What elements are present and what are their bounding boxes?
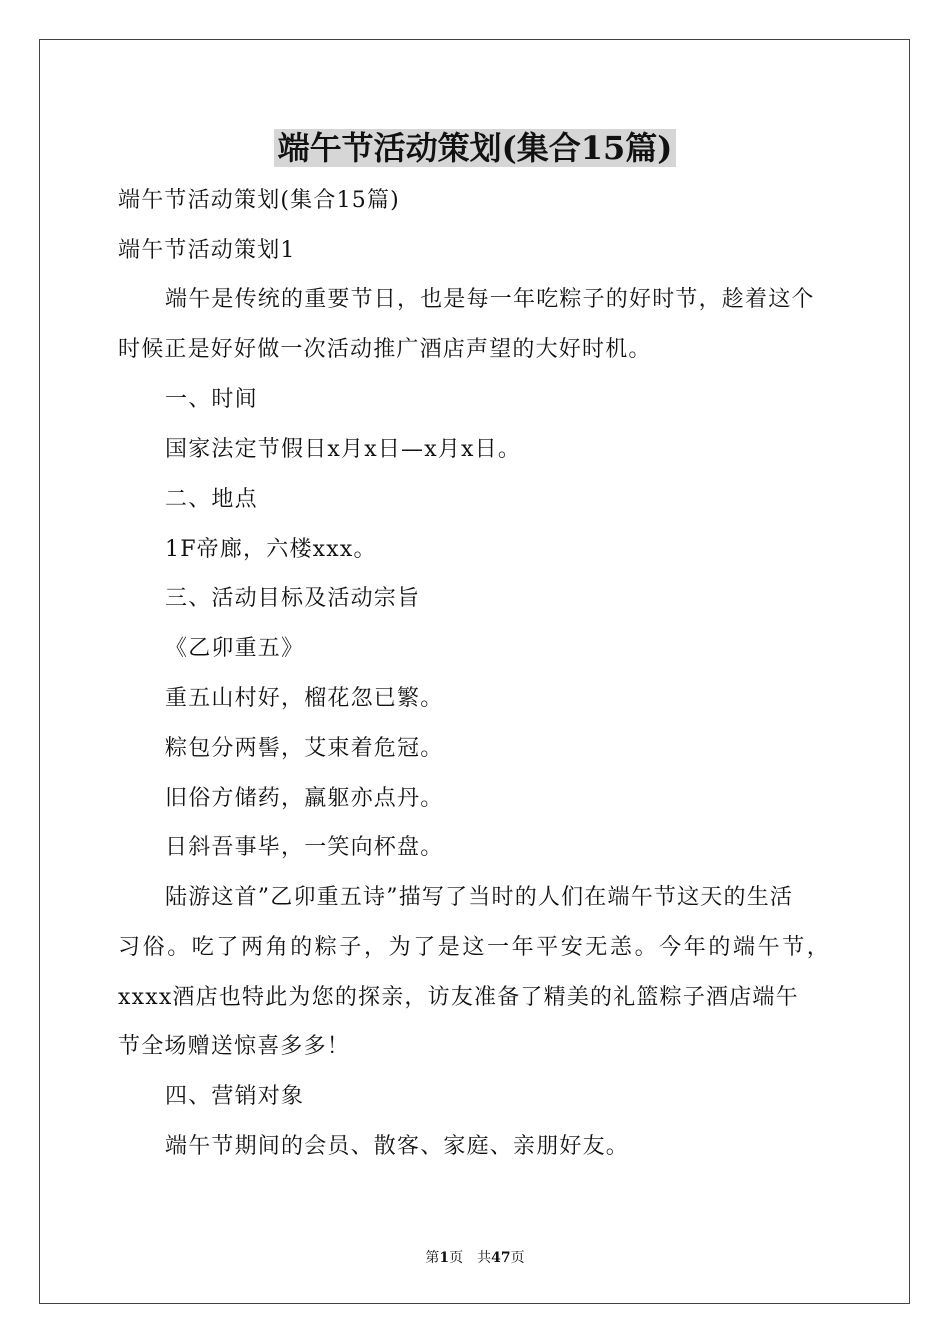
- title-text: 端午节活动策划(集合15篇): [274, 129, 677, 167]
- poem-title: 《乙卯重五》: [165, 636, 305, 661]
- section-heading: 端午节活动策划1: [118, 238, 296, 263]
- list-heading: 一、时间: [165, 387, 258, 412]
- paragraph-line: 陆游这首”乙卯重五诗”描写了当时的人们在端午节这天的生活: [165, 885, 794, 910]
- poem-line: 旧俗方储药，羸躯亦点丹。: [165, 786, 444, 811]
- poem-line: 日斜吾事毕，一笑向杯盘。: [165, 835, 444, 860]
- paragraph-line: 习俗。吃了两角的粽子，为了是这一年平安无恙。今年的端午节，: [118, 935, 832, 960]
- list-heading: 二、地点: [165, 487, 258, 512]
- footer-page-number: 1: [439, 1250, 450, 1266]
- paragraph-line: 节全场赠送惊喜多多！: [118, 1034, 351, 1059]
- document-title: [0, 126, 950, 170]
- list-heading: 三、活动目标及活动宗旨: [165, 586, 421, 611]
- footer-total-pages: 47: [491, 1250, 511, 1266]
- footer-middle: 页 共: [449, 1250, 492, 1266]
- paragraph-line: xxxx酒店也特此为您的探亲，访友准备了精美的礼篮粽子酒店端午: [118, 985, 799, 1010]
- paragraph-line: 国家法定节假日x月x日—x月x日。: [165, 437, 522, 462]
- subtitle-line: 端午节活动策划(集合15篇): [118, 188, 400, 213]
- paragraph-line: 端午节期间的会员、散客、家庭、亲朋好友。: [165, 1134, 630, 1159]
- paragraph-line: 端午是传统的重要节日，也是每一年吃粽子的好时节，趁着这个: [165, 287, 815, 312]
- poem-line: 粽包分两髻，艾束着危冠。: [165, 736, 444, 761]
- poem-line: 重五山村好，榴花忽已繁。: [165, 686, 444, 711]
- page-border: [39, 39, 910, 1304]
- footer-prefix: 第: [425, 1250, 440, 1266]
- footer-suffix: 页: [510, 1250, 525, 1266]
- paragraph-line: 时候正是好好做一次活动推广酒店声望的大好时机。: [118, 337, 652, 362]
- paragraph-line: 1F帝廊，六楼xxx。: [165, 537, 377, 562]
- list-heading: 四、营销对象: [165, 1084, 305, 1109]
- page-footer: [0, 1248, 950, 1268]
